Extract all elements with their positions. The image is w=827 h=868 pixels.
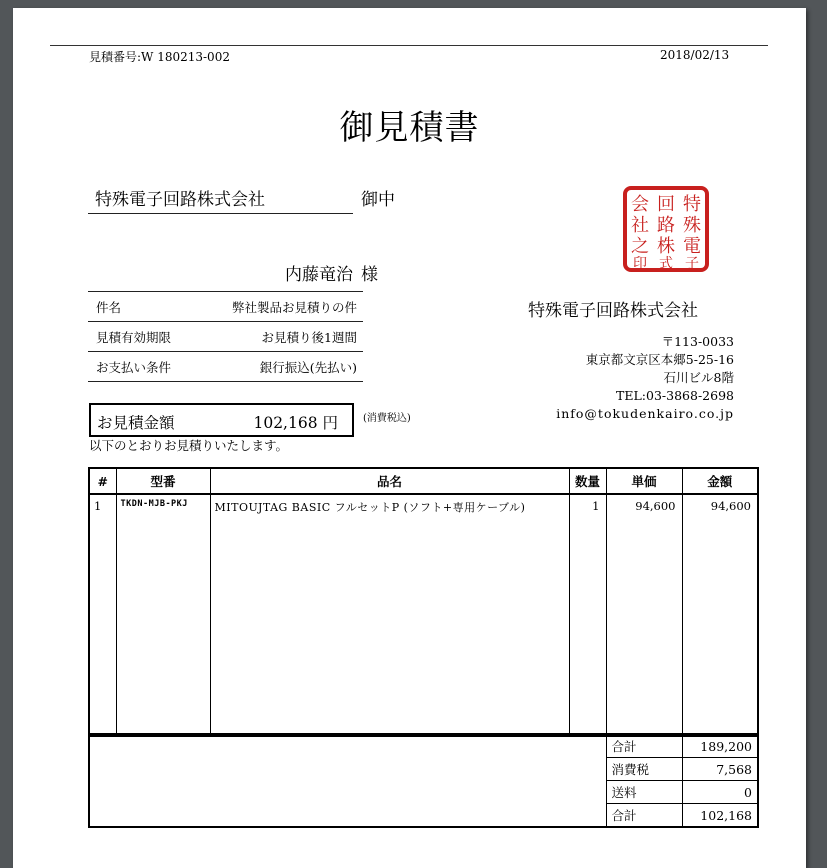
quote-info-table xyxy=(88,291,363,382)
summary-label: 送料 xyxy=(606,781,682,804)
intro-text: 以下のとおりお見積りいたします。 xyxy=(89,438,289,453)
svg-text:会: 会 xyxy=(631,194,649,215)
issuer-address-block xyxy=(556,333,734,423)
item-amount: 94,600 xyxy=(682,494,758,736)
issuer-company: 特殊電子回路株式会社 xyxy=(528,301,698,321)
item-code: TKDN-MJB-PKJ xyxy=(116,494,210,736)
svg-text:特: 特 xyxy=(683,194,701,215)
summary-table xyxy=(88,733,759,828)
col-header-amount: 金額 xyxy=(682,468,758,494)
item-no: 1 xyxy=(89,494,116,736)
info-row xyxy=(88,322,363,352)
info-label: 見積有効期限 xyxy=(88,322,195,352)
summary-row xyxy=(89,734,758,758)
table-row xyxy=(89,494,758,736)
summary-label: 合計 xyxy=(606,734,682,758)
svg-text:社: 社 xyxy=(631,215,649,236)
summary-label: 合計 xyxy=(606,804,682,828)
summary-blank-area xyxy=(89,734,606,827)
summary-value: 7,568 xyxy=(682,758,758,781)
recipient-person: 内藤竜治 xyxy=(285,265,353,285)
recipient-company: 特殊電子回路株式会社 xyxy=(95,190,265,210)
svg-text:式: 式 xyxy=(659,256,673,272)
document-page xyxy=(13,8,806,868)
company-seal-icon xyxy=(623,186,709,272)
svg-text:子: 子 xyxy=(685,256,699,272)
col-header-code: 型番 xyxy=(116,468,210,494)
recipient-company-suffix: 御中 xyxy=(361,190,395,210)
document-title: 御見積書 xyxy=(339,108,480,148)
info-row xyxy=(88,292,363,322)
issuer-address-line1: 東京都文京区本郷5-25-16 xyxy=(585,352,734,367)
quote-amount-label: お見積金額 xyxy=(97,414,175,432)
info-value: 弊社製品お見積りの件 xyxy=(195,292,363,322)
issue-date: 2018/02/13 xyxy=(660,48,730,62)
item-qty: 1 xyxy=(569,494,606,736)
svg-text:之: 之 xyxy=(631,236,649,257)
col-header-qty: 数量 xyxy=(569,468,606,494)
quote-amount-box xyxy=(89,403,354,437)
svg-text:路: 路 xyxy=(657,215,675,236)
summary-value: 189,200 xyxy=(682,734,758,758)
recipient-company-rule xyxy=(88,213,353,214)
col-header-no: # xyxy=(89,468,116,494)
items-header-row xyxy=(89,468,758,494)
quote-number: 見積番号:W 180213-002 xyxy=(89,50,230,64)
issuer-tel: TEL:03-3868-2698 xyxy=(616,388,734,403)
svg-text:回: 回 xyxy=(657,194,675,215)
summary-value: 102,168 xyxy=(682,804,758,828)
issuer-address-line2: 石川ビル8階 xyxy=(663,370,734,385)
quote-amount-value: 102,168 円 xyxy=(253,414,338,432)
issuer-email: info@tokudenkairo.co.jp xyxy=(556,406,734,421)
svg-text:殊: 殊 xyxy=(683,215,701,236)
info-value: 銀行振込(先払い) xyxy=(195,352,363,382)
tax-included-note: (消費税込) xyxy=(363,413,411,424)
svg-text:株: 株 xyxy=(657,236,675,257)
svg-text:電: 電 xyxy=(683,236,701,257)
col-header-name: 品名 xyxy=(210,468,569,494)
info-label: 件名 xyxy=(88,292,195,322)
info-value: お見積り後1週間 xyxy=(195,322,363,352)
item-unit-price: 94,600 xyxy=(606,494,682,736)
info-row xyxy=(88,352,363,382)
info-label: お支払い条件 xyxy=(88,352,195,382)
items-table xyxy=(88,467,759,737)
col-header-unit-price: 単価 xyxy=(606,468,682,494)
header-rule xyxy=(50,45,768,46)
summary-label: 消費税 xyxy=(606,758,682,781)
summary-value: 0 xyxy=(682,781,758,804)
item-name: MITOUJTAG BASIC フルセットP (ソフト+専用ケーブル) xyxy=(210,494,569,736)
issuer-postal: 〒113-0033 xyxy=(661,334,734,349)
recipient-person-suffix: 様 xyxy=(361,265,378,285)
svg-text:印: 印 xyxy=(633,256,647,272)
